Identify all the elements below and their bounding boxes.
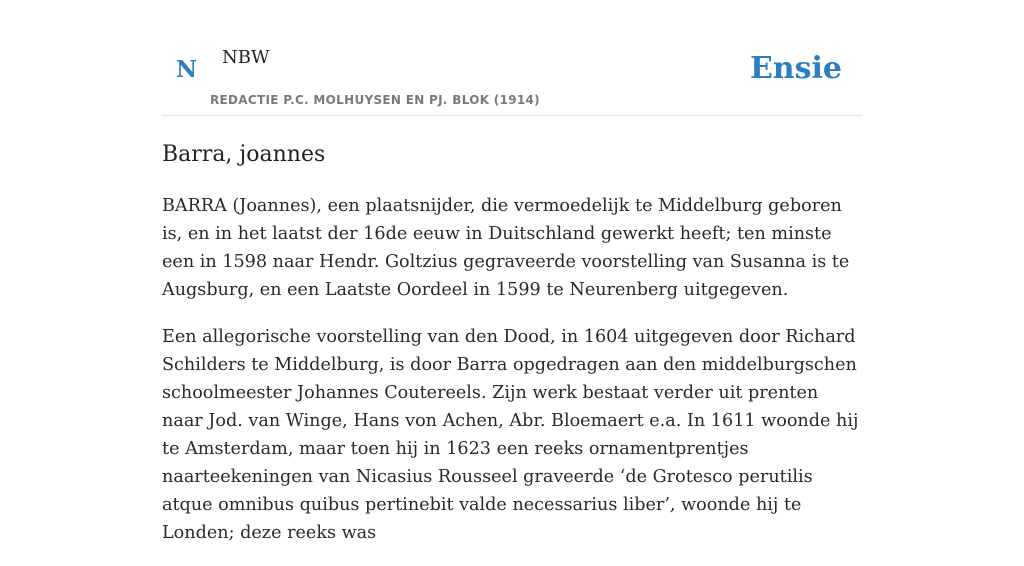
brand-logo-link[interactable]: Ensie [749,51,842,86]
article-paragraph: BARRA (Joannes), een plaatsnijder, die vermoedelijk te Middelburg geboren is, en in het laatst der 16de eeuw in Duitschland gewerkt heeft; ten minste een in 1598 naar Hendr. Goltzius gegraveerde voorstelling van Susanna is te Augsburg, en een Laatste Oordeel in 1599 te Neurenberg uitgegeven. [162,196,850,300]
book-logo[interactable]: N [176,56,198,83]
article-title: Barra, joannes [162,142,326,167]
site-header [162,0,862,116]
book-name[interactable]: NBW [222,47,270,68]
article-paragraph: Een allegorische voorstelling van den Dood, in 1604 uitgegeven door Richard Schilders te Middelburg, is door Barra opgedragen aan den middelburgschen schoolmeester Johannes Coutereels. Zijn werk bestaat verder uit prenten naar Jod. van Winge, Hans von Achen, Abr. Bloemaert e.a. In 1611 woonde hij te Amsterdam, maar toen hij in 1623 een reeks ornamentprentjes naarteekeningen van Nicasius Rousseel graveerde ‘de Grotesco perutilis atque omnibus quibus pertinebit valde necessarius liber’, woonde hij te Londen; deze reeks was [162,327,859,543]
editor-credit: REDACTIE P.C. MOLHUYSEN EN PJ. BLOK (1914) [210,93,540,107]
article-body [162,192,862,566]
